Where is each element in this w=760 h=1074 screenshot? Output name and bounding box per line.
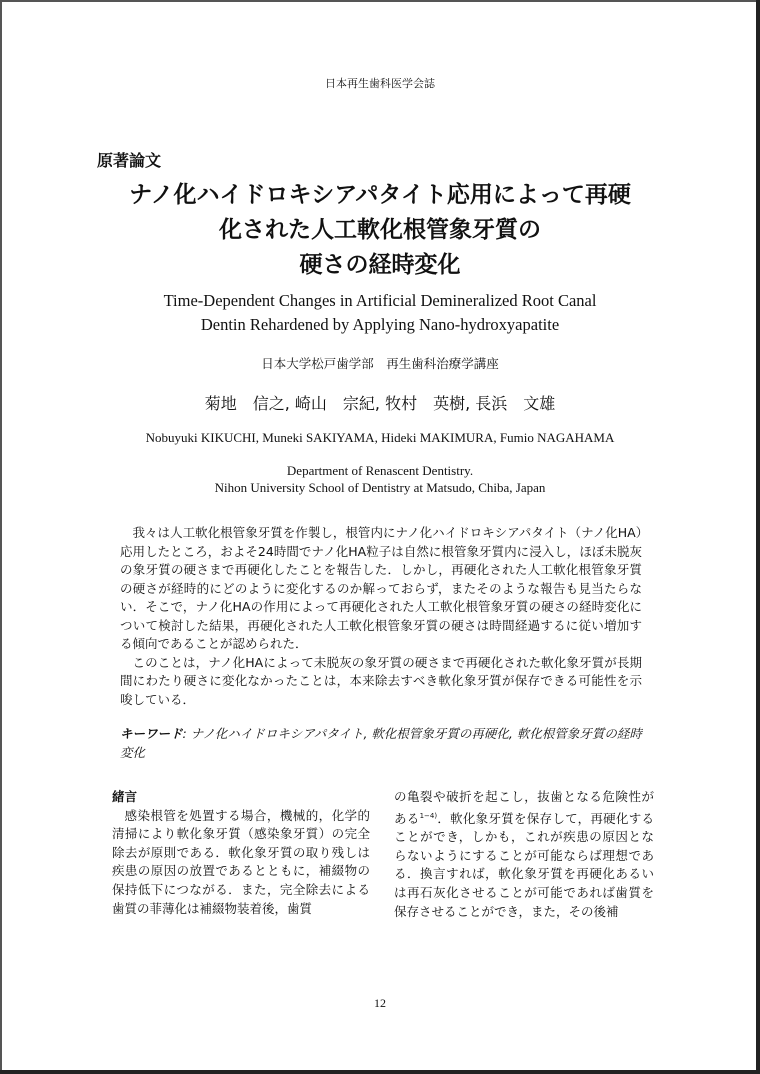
page-number: 12 xyxy=(374,996,386,1010)
body-paragraph: 感染根管を処置する場合，機械的，化学的清掃により軟化象牙質（感染象牙質）の完全除去が原則である．軟化象牙質の取り残しは疾患の原因の放置であるとともに，補綴物の保持低下につながる．また，完全除去による歯質の菲薄化は補綴物装着後，歯質 xyxy=(112,807,370,916)
journal-header: 日本再生歯科医学会誌 xyxy=(325,77,435,90)
abstract-paragraph: このことは，ナノ化HAによって未脱灰の象牙質の硬さまで再硬化された軟化象牙質が長期間にわたり硬さに変化なかったことは，本来除去すべき軟化象牙質が保存できる可能性を示唆している． xyxy=(120,654,642,707)
citation-ref: 1−4) xyxy=(419,811,438,820)
title-japanese xyxy=(80,178,680,283)
page-border-top xyxy=(0,0,760,2)
title-en-line: Dentin Rehardened by Applying Nano-hydroxyapatite xyxy=(200,315,560,334)
abstract xyxy=(120,524,642,709)
title-ja-line: ナノ化ハイドロキシアパタイト応用によって再硬 xyxy=(129,182,631,208)
title-english xyxy=(80,289,680,337)
authors-english: Nobuyuki KIKUCHI, Muneki SAKIYAMA, Hideki MAKIMURA, Fumio NAGAHAMA xyxy=(145,430,615,445)
body-text: の亀裂や破折を起こし，抜歯となる危険性がある xyxy=(394,789,654,826)
title-ja-line: 硬さの経時変化 xyxy=(299,252,461,278)
body-paragraph-continued xyxy=(394,788,654,921)
section-title: 緒言 xyxy=(112,789,138,804)
body-column-left xyxy=(112,788,370,918)
title-ja-line: 化された人工軟化根管象牙質の xyxy=(219,217,541,243)
page-border-right xyxy=(756,0,760,1074)
keywords xyxy=(120,724,642,762)
affiliation-en-line: Nihon University School of Dentistry at Matsudo, Chiba, Japan xyxy=(214,480,546,495)
affiliation-en-line: Department of Renascent Dentistry. xyxy=(286,463,474,478)
body-text: ．軟化象牙質を保存して，再硬化することができ，しかも，これが疾患の原因とならないようにすることが可能ならば理想である．換言すれば，軟化象牙質を再硬化あるいは再石灰化させることが可能であれば歯質を保存させることができ，また，その後補 xyxy=(394,810,654,919)
keywords-label: キーワード xyxy=(120,726,183,741)
affiliation-japanese: 日本大学松戸歯学部 再生歯科治療学講座 xyxy=(261,356,499,371)
page-border-bottom xyxy=(0,1070,760,1074)
affiliation-english xyxy=(0,462,760,496)
authors-japanese: 菊地 信之, 崎山 宗紀, 牧村 英樹, 長浜 文雄 xyxy=(204,394,556,413)
keywords-text: : ナノ化ハイドロキシアパタイト, 軟化根管象牙質の再硬化, 軟化根管象牙質の経時変化 xyxy=(120,726,642,760)
page-border-left xyxy=(0,0,2,1074)
body-column-right xyxy=(394,788,654,921)
article-type-label: 原著論文 xyxy=(97,151,162,170)
title-en-line: Time-Dependent Changes in Artificial Demineralized Root Canal xyxy=(163,291,597,310)
abstract-paragraph: 我々は人工軟化根管象牙質を作製し，根管内にナノ化ハイドロキシアパタイト（ナノ化HA）応用したところ，およそ24時間でナノ化HA粒子は自然に根管象牙質内に浸入し，ほぼ未脱灰の象牙質の硬さまで再硬化したことを報告した．しかし，再硬化された人工軟化根管象牙質の硬さが経時的にどのように変化するのか解っておらず，またそのような報告も見当たらない．そこで，ナノ化HAの作用によって再硬化された人工軟化根管象牙質の硬さの経時変化について検討した結果，再硬化された人工軟化根管象牙質の硬さは時間経過するに従い増加する傾向であることが認められた． xyxy=(120,525,642,651)
